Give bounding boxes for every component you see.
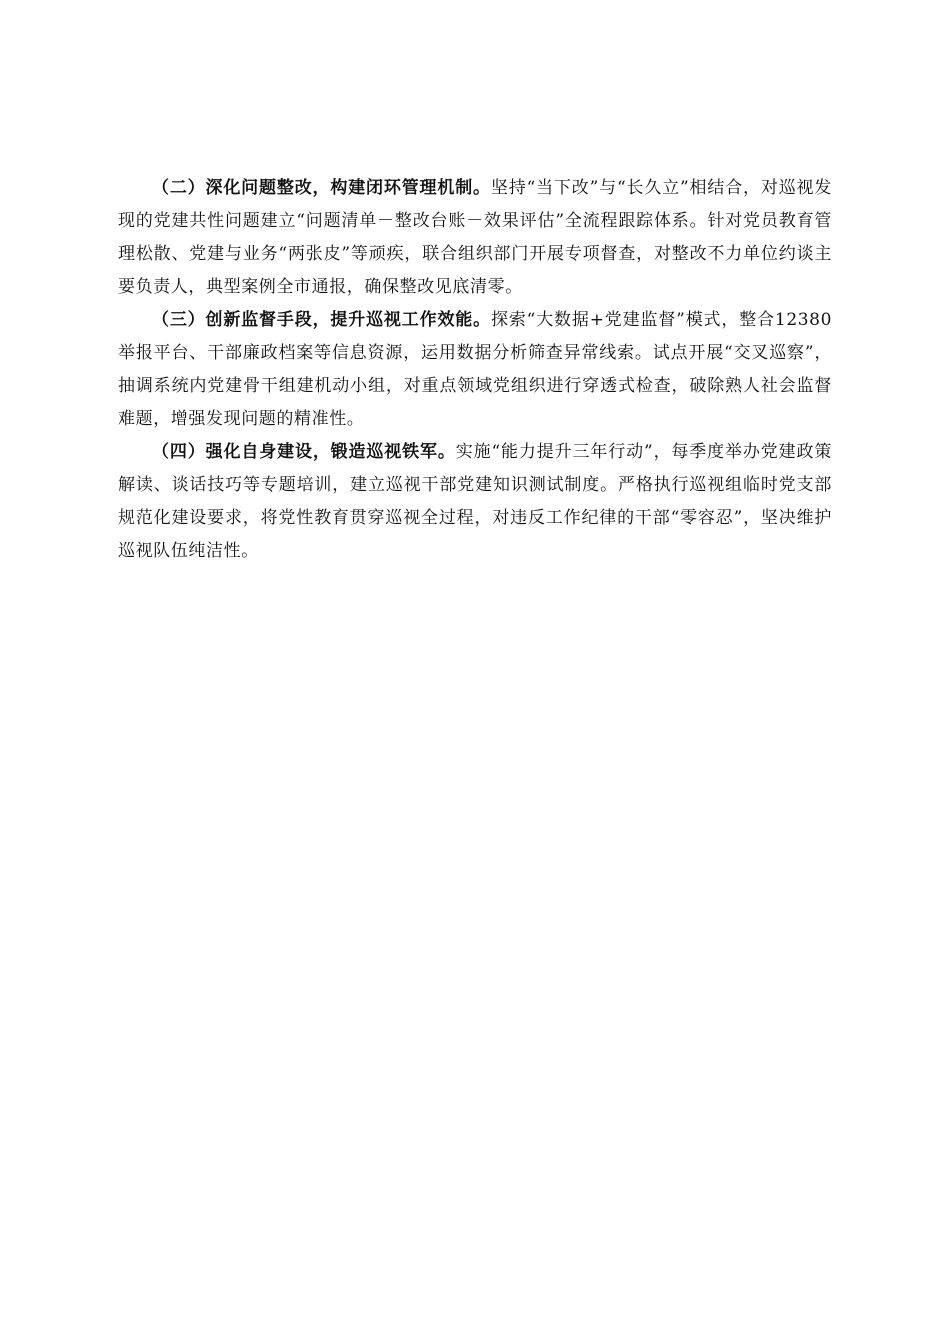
document-body <box>118 172 832 568</box>
paragraph-heading: （三）创新监督手段，提升巡视工作效能。 <box>152 310 491 330</box>
paragraph-text: 实施“能力提升三年行动”，每季度举办党建政策解读、谈话技巧等专题培训，建立巡视干部党建知识测试制度。严格执行巡视组临时党支部规范化建设要求，将党性教育贯穿巡视全过程，对违反工作纪律的干部“零容忍”，坚决维护巡视队伍纯洁性。 <box>118 442 832 561</box>
paragraph-heading: （四）强化自身建设，锻造巡视铁军。 <box>152 442 456 462</box>
paragraph-self-construction <box>118 436 832 568</box>
paragraph-heading: （二）深化问题整改，构建闭环管理机制。 <box>152 178 491 198</box>
paragraph-text: 坚持“当下改”与“长久立”相结合，对巡视发现的党建共性问题建立“问题清单－整改台账－效果评估”全流程跟踪体系。针对党员教育管理松散、党建与业务“两张皮”等顽疾，联合组织部门开展专项督查，对整改不力单位约谈主要负责人，典型案例全市通报，确保整改见底清零。 <box>118 178 832 297</box>
paragraph-text: 探索“大数据+党建监督”模式，整合12380举报平台、干部廉政档案等信息资源，运用数据分析筛查异常线索。试点开展“交叉巡察”，抽调系统内党建骨干组建机动小组，对重点领域党组织进行穿透式检查，破除熟人社会监督难题，增强发现问题的精准性。 <box>118 310 832 429</box>
paragraph-supervision-methods <box>118 304 832 436</box>
paragraph-rectification <box>118 172 832 304</box>
